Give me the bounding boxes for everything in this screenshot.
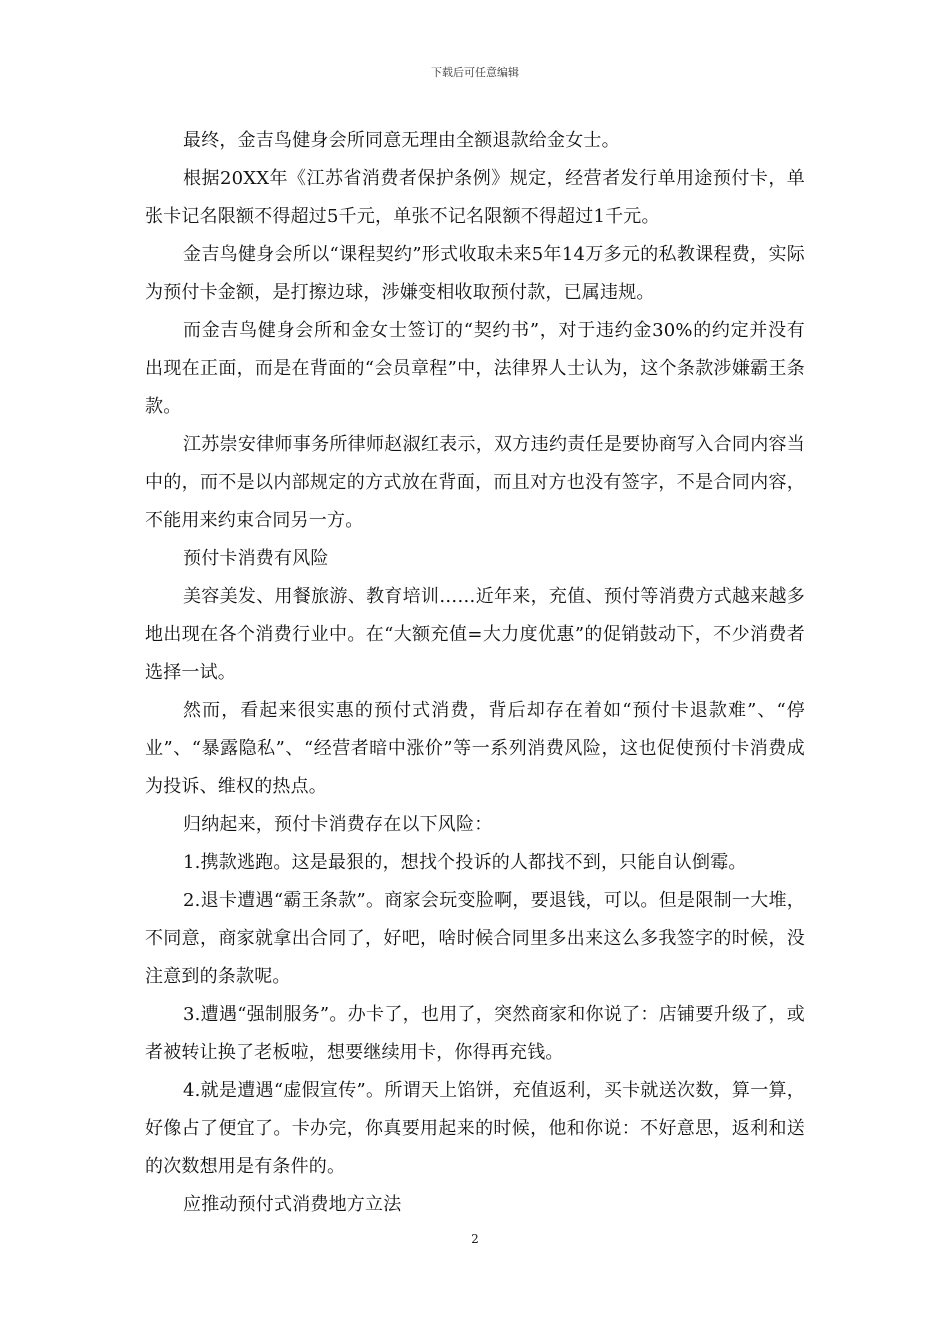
paragraph-consumer-risks: 然而，看起来很实惠的预付式消费，背后却存在着如“预付卡退款难”、“停业”、“暴露隐私”、“经营者暗中涨价”等一系列消费风险，这也促使预付卡消费成为投诉、维权的热点。 [145,700,805,797]
list-item-risk-2: 2.退卡遭遇“霸王条款”。商家会玩变脸啊，要退钱，可以。但是限制一大堆，不同意，商家就拿出合同了，好吧，啥时候合同里多出来这么多我签字的时候，没注意到的条款呢。 [145,890,805,987]
paragraph-penalty-clause: 而金吉鸟健身会所和金女士签订的“契约书”，对于违约金30%的约定并没有出现在正面，而是在背面的“会员章程”中，法律界人士认为，这个条款涉嫌霸王条款。 [145,320,805,417]
list-item-risk-3: 3.遭遇“强制服务”。办卡了，也用了，突然商家和你说了：店铺要升级了，或者被转让换了老板啦，想要继续用卡，你得再充钱。 [145,1004,805,1063]
paragraph-risk-summary: 归纳起来，预付卡消费存在以下风险： [183,814,493,835]
document-body [145,122,805,1224]
section-heading-legislation: 应推动预付式消费地方立法 [183,1194,402,1215]
list-item-risk-1: 1.携款逃跑。这是最狠的，想找个投诉的人都找不到，只能自认倒霉。 [183,852,747,873]
section-heading-prepaid-risk: 预付卡消费有风险 [183,548,329,569]
list-item-risk-4: 4.就是遭遇“虚假宣传”。所谓天上馅饼，充值返利，买卡就送次数，算一算，好像占了便宜了。卡办完，你真要用起来的时候，他和你说：不好意思，返利和送的次数想用是有条件的。 [145,1080,805,1177]
paragraph-lawyer-opinion: 江苏崇安律师事务所律师赵淑红表示，双方违约责任是要协商写入合同内容当中的，而不是以内部规定的方式放在背面，而且对方也没有签字，不是合同内容，不能用来约束合同另一方。 [145,434,805,531]
page-number: 2 [471,1232,479,1246]
paragraph-refund: 最终，金吉鸟健身会所同意无理由全额退款给金女士。 [183,130,620,151]
paragraph-regulation: 根据20XX年《江苏省消费者保护条例》规定，经营者发行单用途预付卡，单张卡记名限额不得超过5千元，单张不记名限额不得超过1千元。 [145,168,805,227]
page-header: 下载后可任意编辑 [431,66,519,79]
paragraph-course-contract: 金吉鸟健身会所以“课程契约”形式收取未来5年14万多元的私教课程费，实际为预付卡金额，是打擦边球，涉嫌变相收取预付款，已属违规。 [145,244,805,303]
paragraph-prepaid-trend: 美容美发、用餐旅游、教育培训……近年来，充值、预付等消费方式越来越多地出现在各个消费行业中。在“大额充值=大力度优惠”的促销鼓动下，不少消费者选择一试。 [145,586,805,683]
